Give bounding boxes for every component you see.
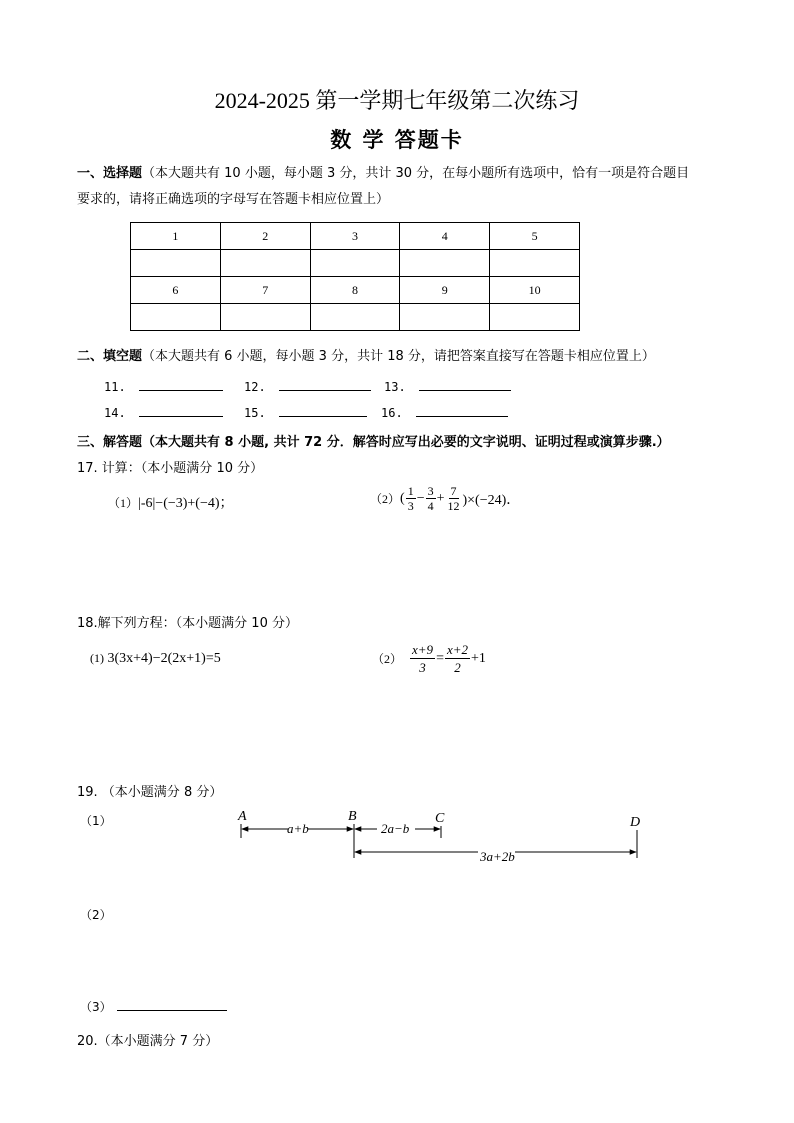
answer-cell[interactable] — [310, 304, 400, 331]
fill-blank[interactable] — [139, 404, 223, 417]
part-label: （1） — [108, 496, 139, 510]
denominator: 3 — [419, 660, 426, 675]
plus-sign: + — [436, 490, 445, 506]
abs-value-expr: |-6| — [138, 496, 156, 511]
table-row — [131, 304, 580, 331]
fill-blank[interactable] — [419, 378, 511, 391]
section1-heading: 一、选择题 — [77, 166, 143, 181]
segment-label-bc: 2a−b — [381, 821, 410, 836]
q19-part2-label: （2） — [80, 908, 112, 922]
q17-part1 — [108, 492, 234, 512]
page-subtitle: 数 学 答题卡 — [330, 128, 464, 152]
equation: 3(3x+4)−2(2x+1)=5 — [107, 651, 221, 666]
expr-tail: +1 — [471, 650, 486, 666]
fraction — [446, 484, 462, 513]
fill-item-12 — [244, 376, 371, 395]
minus-sign: − — [416, 490, 425, 506]
equals-sign: = — [436, 650, 444, 666]
numerator: 7 — [450, 484, 457, 498]
fill-blank[interactable] — [279, 404, 367, 417]
expr-tail: −(−3)+(−4)； — [155, 496, 234, 511]
fill-blank[interactable] — [139, 378, 223, 391]
q18-part2 — [372, 641, 486, 676]
choice-answer-table — [130, 222, 580, 331]
q19-part1-label: （1） — [80, 814, 112, 828]
question-number-cell: 5 — [490, 223, 580, 250]
question-number-cell: 10 — [490, 277, 580, 304]
question-number-cell: 8 — [310, 277, 400, 304]
section2-desc: （本大题共有 6 小题，每小题 3 分，共计 18 分，请把答案直接写在答题卡相应位置上） — [142, 349, 655, 364]
table-row — [131, 250, 580, 277]
part-label: （2） — [372, 652, 403, 666]
table-row — [131, 223, 580, 250]
fill-item-number: 14. — [104, 406, 126, 420]
fill-item-number: 15. — [244, 406, 266, 420]
denominator: 3 — [407, 499, 414, 513]
fill-item-14 — [104, 402, 223, 421]
question-number-cell: 6 — [131, 277, 221, 304]
q17-part2 — [370, 484, 520, 513]
part-label: (1) — [90, 651, 104, 665]
fill-blank[interactable] — [117, 998, 227, 1011]
point-label-c: C — [435, 811, 445, 826]
fill-blank[interactable] — [279, 378, 371, 391]
question-number-cell: 9 — [400, 277, 490, 304]
answer-cell[interactable] — [220, 250, 310, 277]
segment-diagram — [230, 808, 650, 868]
section1-desc-line2: 要求的，请将正确选项的字母写在答题卡相应位置上） — [77, 192, 390, 207]
point-label-d: D — [630, 815, 641, 830]
point-label-a: A — [238, 809, 247, 824]
close-expr: )×(−24)． — [462, 492, 521, 508]
numerator: 3 — [427, 484, 434, 498]
answer-cell[interactable] — [131, 250, 221, 277]
answer-cell[interactable] — [490, 250, 580, 277]
q17-title: 17. 计算：（本小题满分 10 分） — [77, 461, 264, 476]
fill-blank[interactable] — [416, 404, 508, 417]
section3-heading: 三、解答题 — [77, 435, 143, 450]
section3-line — [77, 431, 670, 450]
question-number-cell: 7 — [220, 277, 310, 304]
section3-desc: （本大题共有 8 小题, 共计 72 分．解答时应写出必要的文字说明、证明过程或演算步骤.） — [142, 435, 670, 450]
denominator: 2 — [454, 660, 461, 675]
part-label: （3） — [80, 1000, 112, 1014]
question-number-cell: 1 — [131, 223, 221, 250]
section1-line1 — [77, 162, 689, 181]
part-label: （2） — [370, 492, 401, 506]
segment-label-bd: 3a+2b — [480, 849, 515, 864]
answer-cell[interactable] — [131, 304, 221, 331]
fill-item-number: 16. — [381, 406, 403, 420]
question-number-cell: 3 — [310, 223, 400, 250]
answer-cell[interactable] — [400, 250, 490, 277]
numerator: x+2 — [446, 642, 469, 657]
fill-item-13 — [384, 376, 511, 395]
fill-item-number: 13. — [384, 380, 406, 394]
q19-part3 — [80, 998, 227, 1015]
q18-title: 18.解下列方程：（本小题满分 10 分） — [77, 616, 298, 631]
answer-cell[interactable] — [400, 304, 490, 331]
numerator: x+9 — [412, 642, 434, 657]
fill-item-number: 12. — [244, 380, 266, 394]
denominator: 12 — [447, 499, 460, 513]
section1-desc-line1: （本大题共有 10 小题，每小题 3 分，共计 30 分，在每小题所有选项中，恰有一项是符合题目 — [142, 166, 690, 181]
answer-cell[interactable] — [310, 250, 400, 277]
section2-line — [77, 345, 655, 364]
point-label-b: B — [348, 809, 357, 824]
denominator: 4 — [427, 499, 434, 513]
fraction — [410, 641, 435, 676]
fill-item-15 — [244, 402, 367, 421]
question-number-cell: 2 — [220, 223, 310, 250]
fill-item-11 — [104, 376, 223, 395]
fraction — [406, 484, 416, 513]
q18-part1 — [90, 651, 221, 667]
fill-item-number: 11. — [104, 380, 126, 394]
answer-cell[interactable] — [490, 304, 580, 331]
page-title: 2024-2025 第一学期七年级第二次练习 — [214, 88, 580, 113]
question-number-cell: 4 — [400, 223, 490, 250]
table-row — [131, 277, 580, 304]
segment-label-ab: a+b — [287, 821, 309, 836]
fraction — [445, 641, 470, 676]
fill-item-16 — [381, 402, 508, 421]
answer-cell[interactable] — [220, 304, 310, 331]
numerator: 1 — [407, 484, 414, 498]
open-paren: ( — [400, 490, 405, 506]
q19-title: 19. （本小题满分 8 分） — [77, 785, 223, 800]
section2-heading: 二、填空题 — [77, 349, 143, 364]
fraction — [426, 484, 436, 513]
q20-title: 20.（本小题满分 7 分） — [77, 1034, 219, 1049]
